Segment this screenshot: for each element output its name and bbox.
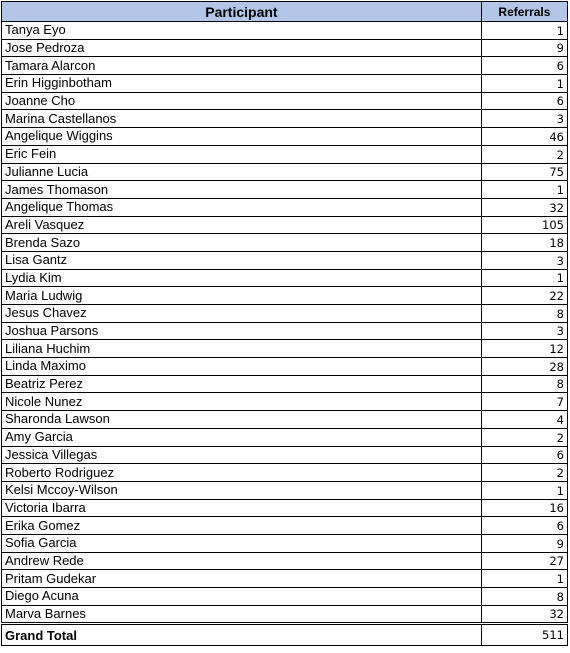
table-row xyxy=(2,22,568,40)
table-row xyxy=(2,92,568,110)
participant-name-cell: Brenda Sazo xyxy=(2,234,482,252)
participant-name-cell: Nicole Nunez xyxy=(2,393,482,411)
referrals-count-cell: 1 xyxy=(481,269,567,287)
referrals-count-cell: 12 xyxy=(481,340,567,358)
participant-name-cell: James Thomason xyxy=(2,181,482,199)
referrals-count-cell: 2 xyxy=(481,428,567,446)
table-body xyxy=(2,22,568,624)
table-row xyxy=(2,305,568,323)
table-row xyxy=(2,534,568,552)
participant-name-cell: Lisa Gantz xyxy=(2,251,482,269)
participant-header: Participant xyxy=(2,2,482,22)
table-row xyxy=(2,269,568,287)
table-row xyxy=(2,181,568,199)
table-row xyxy=(2,198,568,216)
table-row xyxy=(2,287,568,305)
referrals-count-cell: 6 xyxy=(481,57,567,75)
referrals-count-cell: 6 xyxy=(481,446,567,464)
table-row xyxy=(2,464,568,482)
participant-name-cell: Kelsi Mccoy-Wilson xyxy=(2,481,482,499)
table-row xyxy=(2,517,568,535)
participant-name-cell: Jesus Chavez xyxy=(2,305,482,323)
participant-name-cell: Pritam Gudekar xyxy=(2,570,482,588)
referrals-count-cell: 28 xyxy=(481,358,567,376)
participant-name-cell: Sharonda Lawson xyxy=(2,411,482,429)
referrals-count-cell: 3 xyxy=(481,251,567,269)
participant-name-cell: Sofia Garcia xyxy=(2,534,482,552)
referrals-count-cell: 6 xyxy=(481,92,567,110)
participant-name-cell: Lydia Kim xyxy=(2,269,482,287)
referrals-count-cell: 75 xyxy=(481,163,567,181)
participant-name-cell: Liliana Huchim xyxy=(2,340,482,358)
referrals-count-cell: 8 xyxy=(481,588,567,606)
referrals-header: Referrals xyxy=(481,2,567,22)
referrals-count-cell: 2 xyxy=(481,145,567,163)
grand-total-value: 511 xyxy=(481,624,567,646)
referrals-count-cell: 32 xyxy=(481,605,567,624)
table-row xyxy=(2,428,568,446)
participant-name-cell: Andrew Rede xyxy=(2,552,482,570)
referrals-count-cell: 1 xyxy=(481,570,567,588)
participant-name-cell: Tamara Alarcon xyxy=(2,57,482,75)
participant-name-cell: Marva Barnes xyxy=(2,605,482,624)
table-row xyxy=(2,499,568,517)
referrals-count-cell: 1 xyxy=(481,481,567,499)
table-row xyxy=(2,340,568,358)
referrals-count-cell: 9 xyxy=(481,534,567,552)
referrals-count-cell: 16 xyxy=(481,499,567,517)
referrals-count-cell: 8 xyxy=(481,305,567,323)
participant-name-cell: Angelique Wiggins xyxy=(2,128,482,146)
header-row xyxy=(2,2,568,22)
table-row xyxy=(2,251,568,269)
referrals-count-cell: 1 xyxy=(481,75,567,93)
table-row xyxy=(2,411,568,429)
participant-name-cell: Jessica Villegas xyxy=(2,446,482,464)
referrals-count-cell: 32 xyxy=(481,198,567,216)
table-row xyxy=(2,57,568,75)
table-row xyxy=(2,216,568,234)
grand-total-row xyxy=(2,624,568,646)
participant-name-cell: Maria Ludwig xyxy=(2,287,482,305)
participant-name-cell: Julianne Lucia xyxy=(2,163,482,181)
table-row xyxy=(2,588,568,606)
participant-name-cell: Amy Garcia xyxy=(2,428,482,446)
table-row xyxy=(2,481,568,499)
table-row xyxy=(2,446,568,464)
table-row xyxy=(2,128,568,146)
table-row xyxy=(2,552,568,570)
participant-name-cell: Joshua Parsons xyxy=(2,322,482,340)
referrals-count-cell: 22 xyxy=(481,287,567,305)
table-row xyxy=(2,163,568,181)
participant-name-cell: Linda Maximo xyxy=(2,358,482,376)
table-row xyxy=(2,234,568,252)
table-row xyxy=(2,358,568,376)
participant-name-cell: Marina Castellanos xyxy=(2,110,482,128)
table-row xyxy=(2,570,568,588)
referrals-table xyxy=(1,1,568,646)
participant-name-cell: Erika Gomez xyxy=(2,517,482,535)
participant-name-cell: Roberto Rodriguez xyxy=(2,464,482,482)
table-row xyxy=(2,393,568,411)
referrals-count-cell: 46 xyxy=(481,128,567,146)
participant-name-cell: Eric Fein xyxy=(2,145,482,163)
referrals-count-cell: 9 xyxy=(481,39,567,57)
participant-name-cell: Beatriz Perez xyxy=(2,375,482,393)
referrals-count-cell: 18 xyxy=(481,234,567,252)
referrals-count-cell: 27 xyxy=(481,552,567,570)
referrals-count-cell: 1 xyxy=(481,22,567,40)
referrals-count-cell: 8 xyxy=(481,375,567,393)
participant-name-cell: Diego Acuna xyxy=(2,588,482,606)
table-row xyxy=(2,75,568,93)
participant-name-cell: Victoria Ibarra xyxy=(2,499,482,517)
referrals-count-cell: 3 xyxy=(481,110,567,128)
referrals-count-cell: 3 xyxy=(481,322,567,340)
referrals-count-cell: 4 xyxy=(481,411,567,429)
table-row xyxy=(2,110,568,128)
participant-name-cell: Joanne Cho xyxy=(2,92,482,110)
participant-name-cell: Tanya Eyo xyxy=(2,22,482,40)
referrals-count-cell: 1 xyxy=(481,181,567,199)
participant-name-cell: Angelique Thomas xyxy=(2,198,482,216)
table-row xyxy=(2,322,568,340)
table-row xyxy=(2,375,568,393)
participant-name-cell: Areli Vasquez xyxy=(2,216,482,234)
participant-name-cell: Jose Pedroza xyxy=(2,39,482,57)
participant-name-cell: Erin Higginbotham xyxy=(2,75,482,93)
referrals-count-cell: 6 xyxy=(481,517,567,535)
referrals-count-cell: 2 xyxy=(481,464,567,482)
referrals-count-cell: 7 xyxy=(481,393,567,411)
table-row xyxy=(2,605,568,624)
table-row xyxy=(2,39,568,57)
referrals-count-cell: 105 xyxy=(481,216,567,234)
grand-total-label: Grand Total xyxy=(2,624,482,646)
table-row xyxy=(2,145,568,163)
